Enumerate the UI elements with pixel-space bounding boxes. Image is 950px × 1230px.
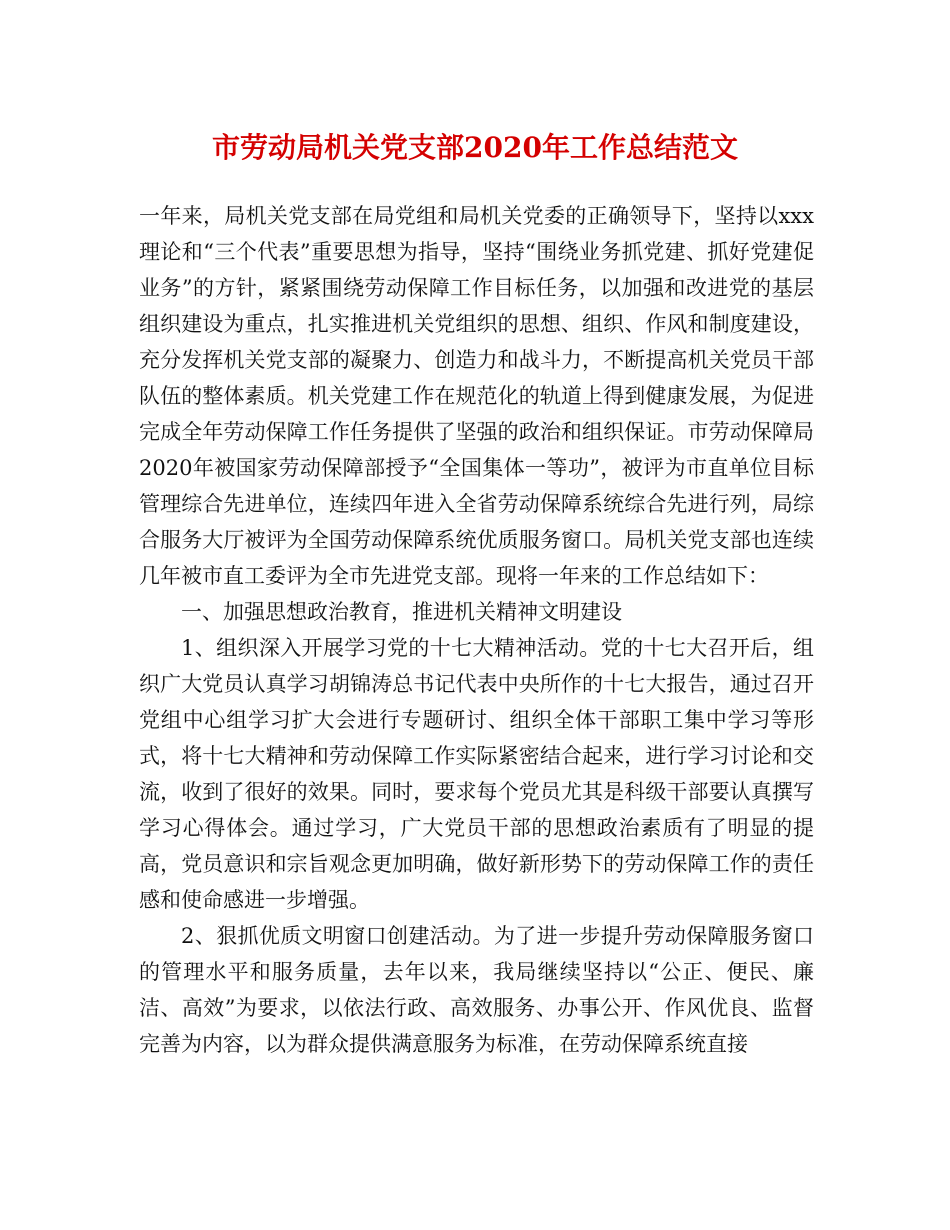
- document-title: 市劳动局机关党支部2020年工作总结范文: [212, 131, 738, 164]
- intro-paragraph: 一年来，局机关党支部在局党组和局机关党委的正确领导下，坚持以xxx理论和“三个代表”重要思想为指导，坚持“围绕业务抓党建、抓好党建促业务”的方针，紧紧围绕劳动保障工作目标任务，以加强和改进党的基层组织建设为重点，扎实推进机关党组织的思想、组织、作风和制度建设，充分发挥机关党支部的凝聚力、创造力和战斗力，不断提高机关党员干部队伍的整体素质。机关党建工作在规范化的轨道上得到健康发展，为促进完成全年劳动保障工作任务提供了坚强的政治和组织保证。市劳动保障局2020年被国家劳动保障部授予“全国集体一等功”，被评为市直单位目标管理综合先进单位，连续四年进入全省劳动保障系统综合先进行列，局综合服务大厅被评为全国劳动保障系统优质服务窗口。局机关党支部也连续几年被市直工委评为全市先进党支部。现将一年来的工作总结如下：: [139, 204, 814, 588]
- document-body: [139, 198, 814, 1062]
- item-paragraph-1: 1、组织深入开展学习党的十七大精神活动。党的十七大召开后，组织广大党员认真学习胡锦涛总书记代表中央所作的十七大报告，通过召开党组中心组学习扩大会进行专题研讨、组织全体干部职工集中学习等形式，将十七大精神和劳动保障工作实际紧密结合起来，进行学习讨论和交流，收到了很好的效果。同时，要求每个党员尤其是科级干部要认真撰写学习心得体会。通过学习，广大党员干部的思想政治素质有了明显的提高，党员意识和宗旨观念更加明确，做好新形势下的劳动保障工作的责任感和使命感进一步增强。: [139, 636, 814, 912]
- item-paragraph-2: 2、狠抓优质文明窗口创建活动。为了进一步提升劳动保障服务窗口的管理水平和服务质量，去年以来，我局继续坚持以“公正、便民、廉洁、高效”为要求，以依法行政、高效服务、办事公开、作风优良、监督完善为内容，以为群众提供满意服务为标准，在劳动保障系统直接: [139, 924, 814, 1056]
- section-heading: 一、加强思想政治教育，推进机关精神文明建设: [181, 600, 622, 624]
